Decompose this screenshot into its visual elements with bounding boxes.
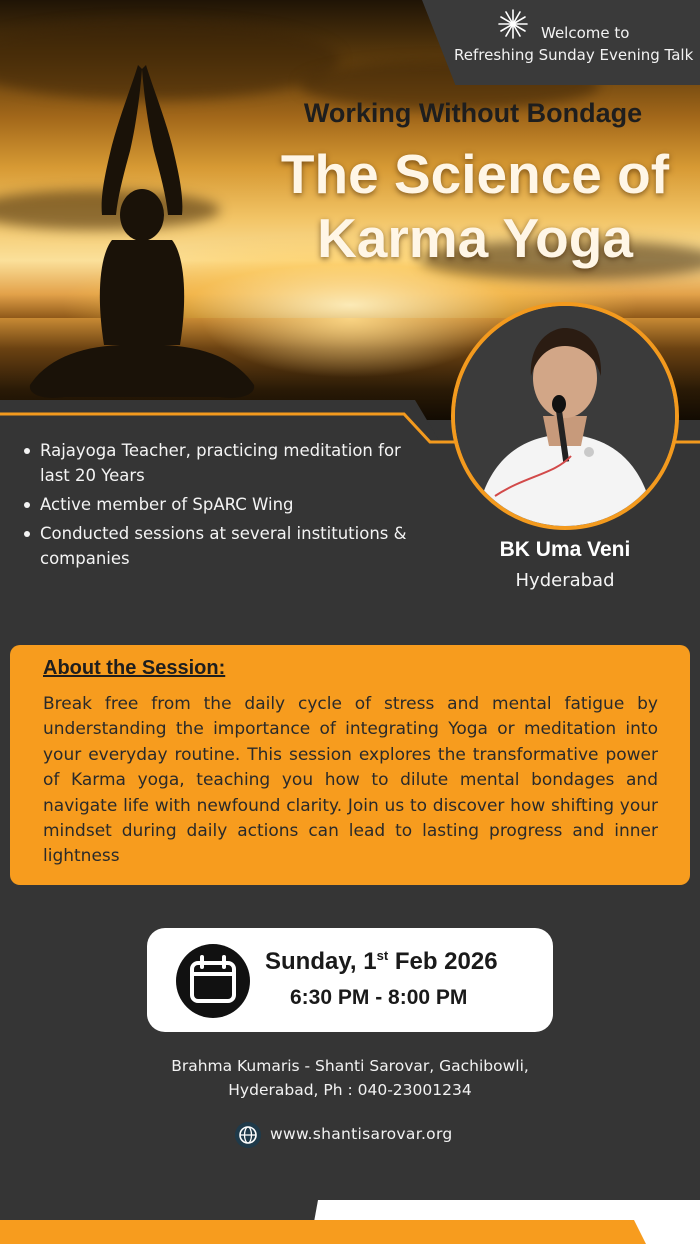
website-link[interactable]: www.shantisarovar.org: [270, 1125, 453, 1143]
talk-title: [260, 142, 690, 270]
venue-address: [100, 1054, 600, 1102]
about-heading: About the Session:: [43, 657, 226, 679]
yoga-silhouette-icon: [20, 55, 260, 405]
title-line-2: Karma Yoga: [317, 207, 633, 269]
about-description: Break free from the daily cycle of stress and mental fatigue by understanding the importance of integrating Yoga or meditation into your everyday routine. This session explores the transformative power of Karma yoga, teaching you how to dilute mental bondages and navigate life with newfound clarity. Join us to discover how shifting your mindset during daily actions can lead to lasting progress and inner lightness: [43, 694, 658, 867]
address-line-2: Hyderabad, Ph : 040-23001234: [228, 1081, 472, 1099]
highlight-item: Rajayoga Teacher, practicing meditation for last 20 Years: [22, 438, 422, 488]
welcome-text: Welcome to: [541, 24, 630, 42]
address-line-1: Brahma Kumaris - Shanti Sarovar, Gachibowli,: [171, 1057, 529, 1075]
speaker-highlights: [22, 438, 422, 575]
speaker-portrait-icon: [455, 306, 675, 526]
welcome-event-name: Refreshing Sunday Evening Talk: [454, 46, 694, 64]
event-day: Sunday, 1: [265, 948, 377, 975]
welcome-tab: [422, 0, 700, 85]
footer-strip: [0, 1196, 700, 1244]
event-date: [265, 948, 498, 976]
speaker-name: BK Uma Veni: [499, 538, 631, 561]
event-day-suffix: st: [376, 948, 389, 963]
about-session-box: [10, 645, 690, 885]
sunburst-logo-icon: [497, 8, 529, 40]
talk-subtitle: Working Without Bondage: [303, 98, 643, 128]
speaker-photo: [451, 302, 679, 530]
event-date-card: [147, 928, 553, 1032]
title-line-1: The Science of: [280, 143, 670, 205]
highlight-item: Conducted sessions at several institutions & companies: [22, 521, 422, 571]
speaker-city: Hyderabad: [515, 570, 615, 591]
calendar-icon: [175, 943, 251, 1019]
event-month-year: Feb 2026: [388, 948, 498, 975]
highlight-item: Active member of SpARC Wing: [22, 492, 422, 517]
globe-icon: [234, 1121, 262, 1149]
event-time: 6:30 PM - 8:00 PM: [290, 986, 468, 1009]
